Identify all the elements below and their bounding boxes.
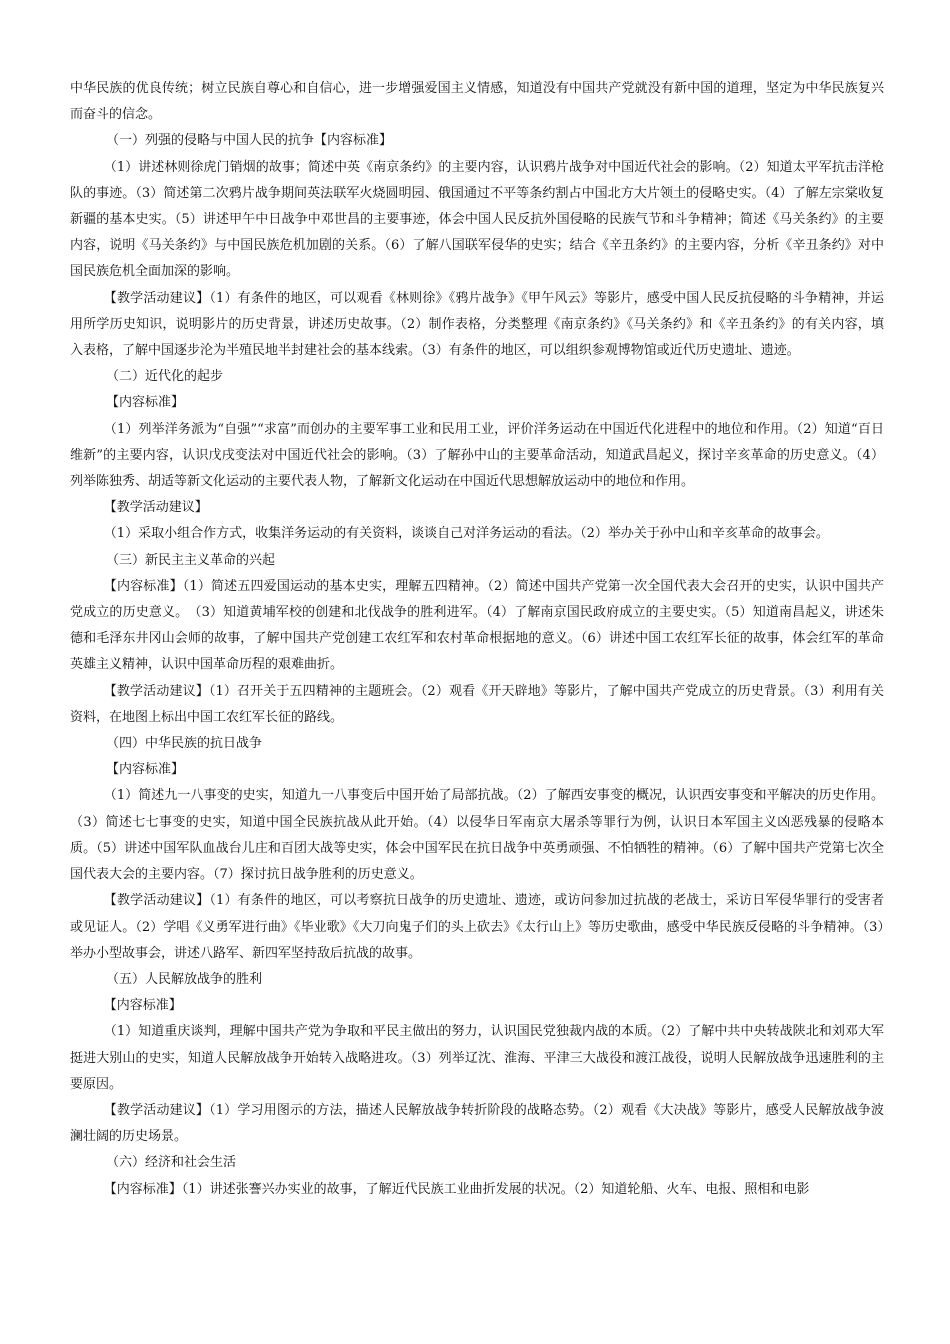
content-standard-paragraph-5: （1）知道重庆谈判，理解中国共产党为争取和平民主做出的努力，认识国民党独裁内战的本质。（2）了解中共中央转战陕北和刘邓大军挺进大别山的史实，知道人民解放战争开始转入战略进攻。（3）列举辽沈、淮海、平津三大战役和渡江战役，说明人民解放战争迅速胜利的主要原因。 (70, 1024, 884, 1092)
content-standard-paragraph-1: （1）讲述林则徐虎门销烟的故事；简述中英《南京条约》的主要内容，认识鸦片战争对中国近代社会的影响。（2）知道太平军抗击洋枪队的事迹。（3）简述第二次鸦片战争期间英法联军火烧圆明园、俄国通过不平等条约割占中国北方大片领土的侵略史实。（4）了解左宗棠收复新疆的基本史实。（5）讲述甲午中日战争中邓世昌的主要事迹，体会中国人民反抗外国侵略的民族气节和斗争精神；简述《马关条约》的主要内容，说明《马关条约》与中国民族危机加剧的关系。（6）了解八国联军侵华的史实；结合《辛丑条约》的主要内容，分析《辛丑条约》对中国民族危机全面加深的影响。 (70, 159, 884, 280)
section-heading-1: （一）列强的侵略与中国人民的抗争【内容标准】 (106, 133, 393, 149)
content-standard-paragraph-4: （1）简述九一八事变的史实，知道九一八事变后中国开始了局部抗战。（2）了解西安事变的概况，认识西安事变和平解决的历史作用。（3）简述七七事变的史实，知道中国全民族抗战从此开始。（4）以侵华日军南京大屠杀等罪行为例，认识日本军国主义凶恶残暴的侵略本质。（5）讲述中国军队血战台儿庄和百团大战等史实，体会中国军民在抗日战争中英勇顽强、不怕牺牲的精神。（6）了解中国共产党第七次全国代表大会的主要内容。（7）探讨抗日战争胜利的历史意义。 (70, 788, 884, 883)
section-heading-6: （六）经济和社会生活 (106, 1155, 237, 1171)
section-heading-5: （五）人民解放战争的胜利 (106, 971, 263, 987)
section-heading-4: （四）中华民族的抗日战争 (106, 736, 263, 752)
section-heading-3: （三）新民主主义革命的兴起 (106, 552, 276, 568)
content-standard-label-5: 【内容标准】 (103, 998, 182, 1014)
content-standard-paragraph-2: （1）列举洋务派为“自强”“求富”而创办的主要军事工业和民用工业，评价洋务运动在中国近代化进程中的地位和作用。（2）知道“百日维新”的主要内容，认识戊戌变法对中国近代社会的影响。（3）了解孙中山的主要革命活动，知道武昌起义，探讨辛亥革命的历史意义。（4）列举陈独秀、胡适等新文化运动的主要代表人物，了解新文化运动在中国近代思想解放运动中的地位和作用。 (70, 421, 884, 490)
teaching-activity-paragraph-1: 【教学活动建议】（1）有条件的地区，可以观看《林则徐》《鸦片战争》《甲午风云》等影片，感受中国人民反抗侵略的斗争精神，并运用所学历史知识，说明影片的历史背景，讲述历史故事。（2）制作表格，分类整理《南京条约》《马关条约》和《辛丑条约》的有关内容，填入表格，了解中国逐步沦为半殖民地半封建社会的基本线索。（3）有条件的地区，可以组织参观博物馆或近代历史遗址、遗迹。 (70, 290, 884, 359)
section-heading-2: （二）近代化的起步 (106, 369, 224, 385)
content-standard-label-4: 【内容标准】 (106, 762, 185, 778)
intro-paragraph: 中华民族的优良传统；树立民族自尊心和自信心，进一步增强爱国主义情感，知道没有中国共产党就没有新中国的道理，坚定为中华民族复兴而奋斗的信念。 (70, 81, 884, 123)
teaching-activity-paragraph-2: （1）采取小组合作方式，收集洋务运动的有关资料，谈谈自己对洋务运动的看法。（2）举办关于孙中山和辛亥革命的故事会。 (103, 526, 829, 542)
content-standard-label-2: 【内容标准】 (106, 395, 185, 411)
teaching-activity-paragraph-4: 【教学活动建议】（1）有条件的地区，可以考察抗日战争的历史遗址、遗迹，或访问参加过抗战的老战士，采访日军侵华罪行的受害者或见证人。（2）学唱《义勇军进行曲》《毕业歌》《大刀向鬼子们的头上砍去》《太行山上》等历史歌曲，感受中华民族反侵略的斗争精神。（3）举办小型故事会，讲述八路军、新四军坚持敌后抗战的故事。 (70, 893, 884, 961)
teaching-activity-paragraph-5: 【教学活动建议】（1）学习用图示的方法，描述人民解放战争转折阶段的战略态势。（2）观看《大决战》等影片，感受人民解放战争波澜壮阔的历史场景。 (70, 1102, 884, 1145)
content-standard-paragraph-6: 【内容标准】（1）讲述张謇兴办实业的故事，了解近代民族工业曲折发展的状况。（2）知道轮船、火车、电报、照相和电影 (103, 1181, 810, 1197)
teaching-activity-label-2: 【教学活动建议】 (103, 500, 208, 516)
content-standard-paragraph-3: 【内容标准】（1）简述五四爱国运动的基本史实，理解五四精神。（2）简述中国共产党第一次全国代表大会召开的史实，认识中国共产党成立的历史意义。 （3）知道黄埔军校的创建和北伐战争的胜利进军。（4）了解南京国民政府成立的主要史实。（5）知道南昌起义，讲述朱德和毛泽东井冈山会师的故事，了解中国共产党创建工农红军和农村革命根据地的意义。（6）讲述中国工农红军长征的故事，体会红军的革命英雄主义精神，认识中国革命历程的艰难曲折。 (70, 578, 884, 673)
teaching-activity-paragraph-3: 【教学活动建议】（1）召开关于五四精神的主题班会。（2）观看《开天辟地》等影片，了解中国共产党成立的历史背景。（3）利用有关资料，在地图上标出中国工农红军长征的路线。 (70, 683, 884, 725)
